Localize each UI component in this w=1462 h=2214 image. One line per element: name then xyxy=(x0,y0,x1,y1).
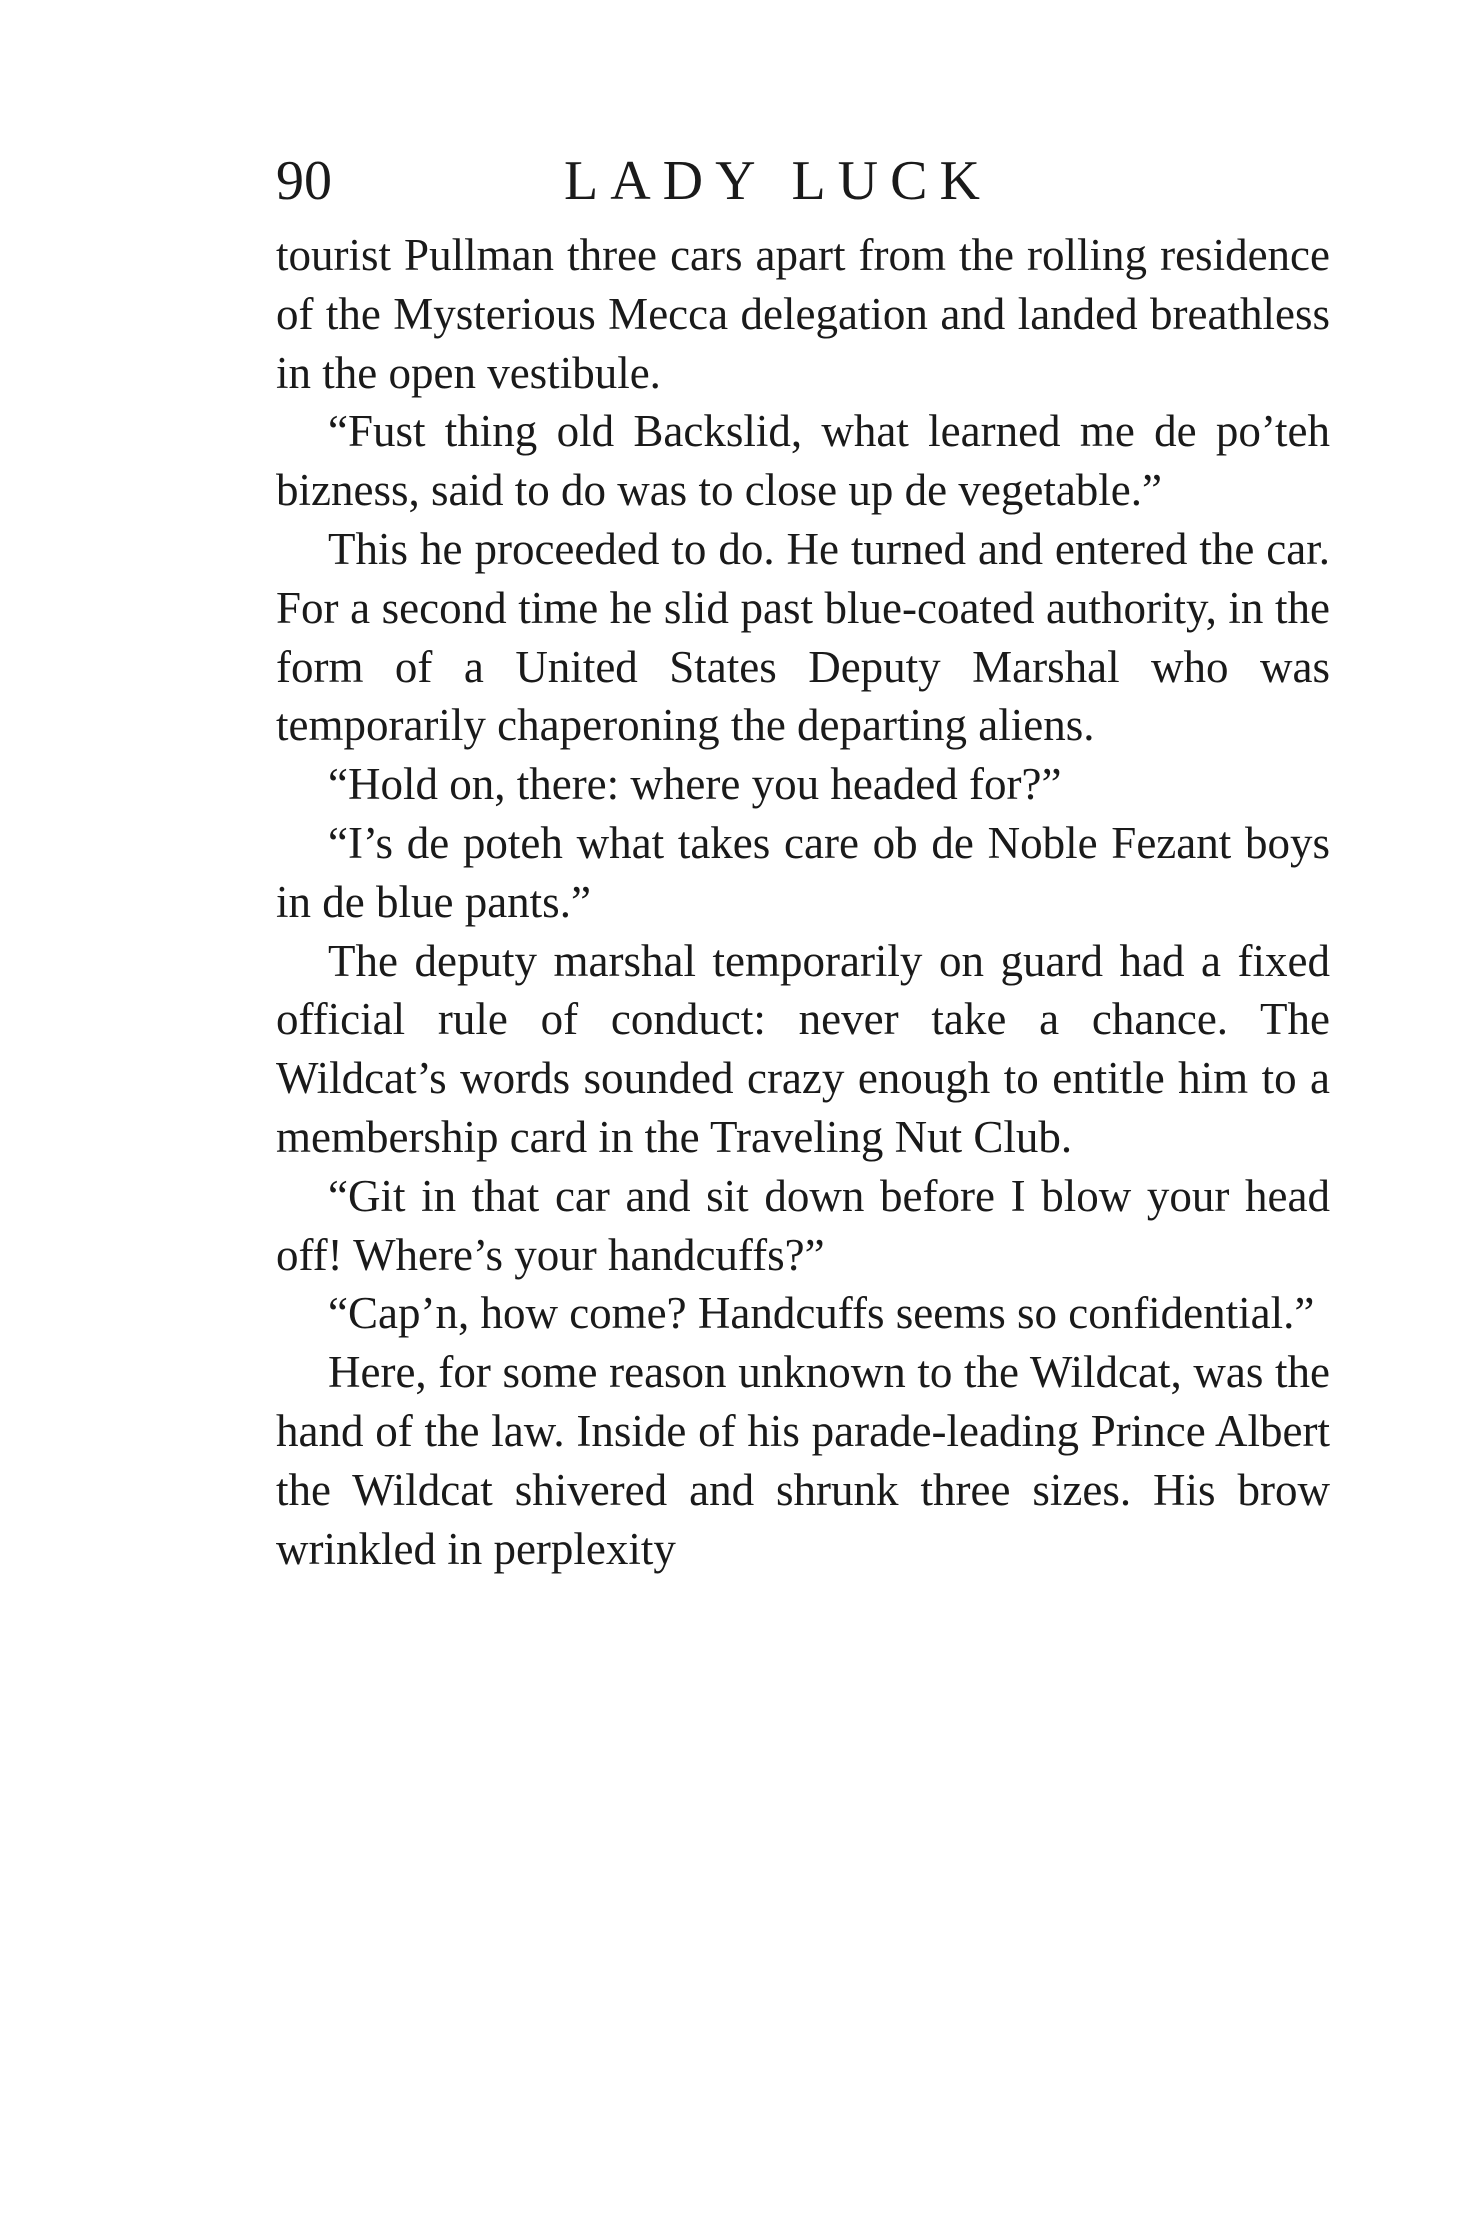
page-number: 90 xyxy=(276,150,332,212)
running-head xyxy=(276,146,1330,216)
paragraph: tourist Pullman three cars apart from the rolling residence of the Mysterious Mecca delegation and landed breathless in the open vestibule. xyxy=(276,230,1330,398)
paragraph: “Fust thing old Backslid, what learned me de po’teh bizness, said to do was to close up de vegetable.” xyxy=(276,406,1330,516)
paragraph: The deputy marshal temporarily on guard had a fixed official rule of conduct: never take a chance. The Wildcat’s words sounded crazy enough to entitle him to a membership card in the Traveling Nut Club. xyxy=(276,935,1330,1162)
paragraph: “Cap’n, how come? Handcuffs seems so confidential.” xyxy=(328,1288,1315,1339)
book-title: LADY LUCK xyxy=(564,150,992,212)
paragraph: “Hold on, there: where you headed for?” xyxy=(328,759,1062,810)
paragraph: “I’s de poteh what takes care ob de Noble Fezant boys in de blue pants.” xyxy=(276,817,1330,927)
paragraph: This he proceeded to do. He turned and entered the car. For a second time he slid past blue-coated authority, in the form of a United States Deputy Marshal who was temporarily chaperoning the departing aliens. xyxy=(276,523,1330,751)
paragraph: “Git in that car and sit down before I blow your head off! Where’s your handcuffs?” xyxy=(276,1170,1330,1280)
paragraph: Here, for some reason unknown to the Wildcat, was the hand of the law. Inside of his parade-leading Prince Albert the Wildcat shivered and shrunk three sizes. His brow wrinkled in perplexity xyxy=(276,1347,1330,1574)
body-text xyxy=(276,226,1330,1578)
